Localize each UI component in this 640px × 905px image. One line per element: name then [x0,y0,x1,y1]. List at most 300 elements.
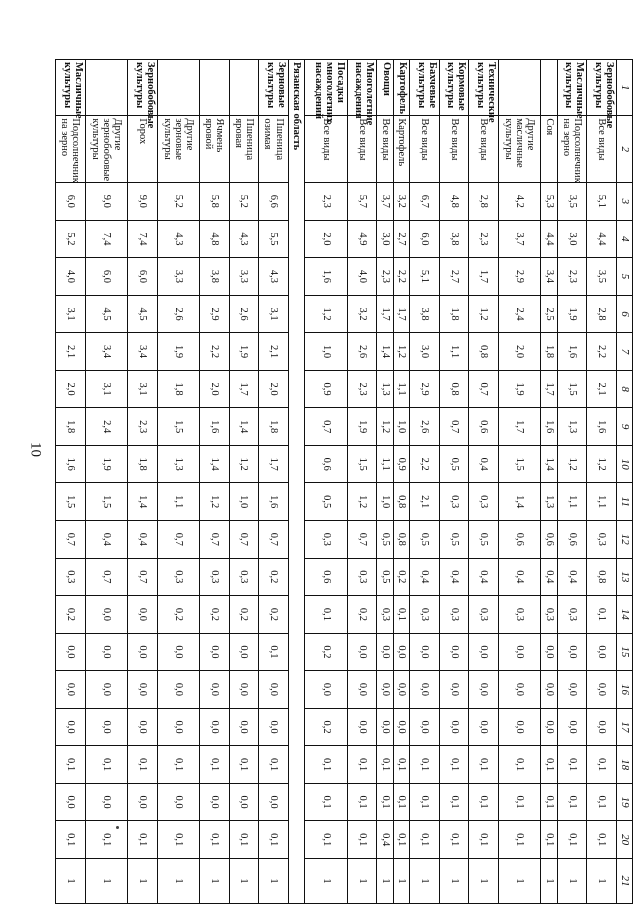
value-cell: 0,0 [128,708,158,746]
value-cell: 2,0 [259,370,289,408]
value-cell: 0,1 [305,746,348,784]
value-cell: 9,0 [85,183,128,221]
value-cell: 3,1 [128,370,158,408]
value-cell: 2,0 [56,370,86,408]
value-cell: 1,0 [393,408,410,446]
value-cell: 1 [56,858,86,903]
table-row [439,60,469,904]
value-cell: 0,0 [377,671,394,709]
value-cell: 0,1 [469,783,499,821]
type-cell: Все виды [587,116,617,183]
value-cell: 1,4 [541,445,558,483]
type-cell: Другие зернобобовые культуры [85,116,128,183]
value-cell: 3,4 [128,333,158,371]
value-cell: 0,0 [498,633,541,671]
value-cell: 0,1 [377,746,394,784]
value-cell: 4,5 [128,295,158,333]
value-cell: 1,1 [377,445,394,483]
value-cell: 0,0 [557,708,587,746]
value-cell: 0,0 [557,633,587,671]
value-cell: 0,4 [557,558,587,596]
value-cell: 0,7 [347,521,377,559]
type-cell: Горох [128,116,158,183]
value-cell: 0,0 [229,708,259,746]
value-cell: 0,1 [498,821,541,859]
value-cell: 0,1 [85,746,128,784]
value-cell: 1 [157,858,200,903]
value-cell: 0,3 [229,558,259,596]
value-cell: 3,2 [347,295,377,333]
value-cell: 0,0 [56,783,86,821]
crop-cell: Картофель [393,60,410,116]
value-cell: 1,1 [587,483,617,521]
header-row [617,60,633,904]
value-cell: 0,0 [347,633,377,671]
value-cell: 0,5 [439,521,469,559]
value-cell: 2,3 [347,370,377,408]
region-title: Рязанская область [288,60,305,904]
value-cell: 0,4 [469,558,499,596]
value-cell: 2,5 [541,295,558,333]
value-cell: 0,5 [410,521,440,559]
value-cell: 0,4 [498,558,541,596]
value-cell: 1,2 [469,295,499,333]
value-cell: 0,0 [377,708,394,746]
value-cell: 1,6 [259,483,289,521]
value-cell: 0,8 [587,558,617,596]
value-cell: 0,0 [439,633,469,671]
crop-cell: Овощи [377,60,394,116]
value-cell: 6,0 [128,258,158,296]
header-cell: 20 [617,821,633,859]
value-cell: 0,1 [557,746,587,784]
value-cell: 3,0 [557,220,587,258]
value-cell: 0,5 [305,483,348,521]
value-cell: 0,0 [557,671,587,709]
value-cell: 5,5 [259,220,289,258]
value-cell: 1,9 [229,333,259,371]
value-cell: 3,4 [85,333,128,371]
value-cell: 2,6 [347,333,377,371]
value-cell: 2,2 [410,445,440,483]
data-table [55,59,633,904]
value-cell: 0,0 [200,633,230,671]
value-cell: 0,1 [557,821,587,859]
table-row [541,60,558,904]
value-cell: 3,1 [85,370,128,408]
value-cell: 0,1 [305,821,348,859]
value-cell: 0,0 [587,633,617,671]
value-cell: 0,0 [469,633,499,671]
crop-cell: Технические культуры [469,60,499,116]
type-cell: Другие зерновые культуры [157,116,200,183]
header-cell: 15 [617,633,633,671]
value-cell: 0,0 [200,783,230,821]
value-cell: 0,5 [377,521,394,559]
value-cell: 0,0 [259,708,289,746]
value-cell: 1,2 [587,445,617,483]
value-cell: 0,1 [439,746,469,784]
value-cell: 0,1 [498,746,541,784]
value-cell: 1,6 [587,408,617,446]
value-cell: 2,9 [498,258,541,296]
value-cell: 5,2 [56,220,86,258]
value-cell: 1,5 [85,483,128,521]
value-cell: 0,1 [393,821,410,859]
value-cell: 0,0 [305,671,348,709]
value-cell: 3,5 [557,183,587,221]
value-cell: 0,0 [377,633,394,671]
type-cell: Ячмень яровой [200,116,230,183]
value-cell: 5,2 [157,183,200,221]
value-cell: 0,0 [347,671,377,709]
value-cell: 0,3 [587,521,617,559]
table-row [85,60,128,904]
value-cell: 0,9 [305,370,348,408]
value-cell: 0,4 [377,821,394,859]
value-cell: 2,1 [587,370,617,408]
value-cell: 0,0 [229,783,259,821]
crop-cell: Зернобобовые культуры [128,60,158,116]
value-cell: 1,0 [377,483,394,521]
value-cell: 1,1 [393,370,410,408]
value-cell: 0,2 [200,596,230,634]
value-cell: 1,3 [377,370,394,408]
header-cell: 14 [617,596,633,634]
value-cell: 1,1 [157,483,200,521]
value-cell: 0,0 [128,783,158,821]
value-cell: 0,4 [410,558,440,596]
value-cell: 0,0 [56,633,86,671]
header-cell: 3 [617,183,633,221]
value-cell: 0,0 [541,633,558,671]
value-cell: 1,2 [377,408,394,446]
value-cell: 1,6 [56,445,86,483]
crop-cell: Посадки многолетних насаждений [305,60,348,116]
value-cell: 0,0 [56,708,86,746]
crop-cell: Зернобобовые культуры [587,60,617,116]
value-cell: 0,2 [305,708,348,746]
value-cell: 1,6 [200,408,230,446]
value-cell: 0,6 [557,521,587,559]
value-cell: 0,7 [229,521,259,559]
value-cell: 0,1 [541,783,558,821]
crop-cell: Бахчевые культуры [410,60,440,116]
table-row [259,60,289,904]
value-cell: 0,2 [56,596,86,634]
header-cell: 21 [617,858,633,903]
value-cell: 3,1 [56,295,86,333]
value-cell: 1,9 [85,445,128,483]
value-cell: 1,2 [347,483,377,521]
header-cell: 4 [617,220,633,258]
value-cell: 0,2 [305,633,348,671]
value-cell: 6,7 [410,183,440,221]
table-row [393,60,410,904]
value-cell: 0,0 [229,671,259,709]
value-cell: 0,3 [541,596,558,634]
type-cell: Все виды [410,116,440,183]
crop-cell: Кормовые культуры [439,60,469,116]
value-cell: 0,1 [410,821,440,859]
table-row [229,60,259,904]
value-cell: 0,0 [469,671,499,709]
value-cell: 1,3 [557,408,587,446]
value-cell: 1,8 [259,408,289,446]
value-cell: 0,1 [587,821,617,859]
value-cell: 5,1 [587,183,617,221]
value-cell: 1,3 [157,445,200,483]
crop-cell: Масличные культуры [557,60,587,116]
value-cell: 1,6 [305,258,348,296]
header-cell: 1 [617,60,633,116]
crop-cell [229,60,259,116]
value-cell: 1,8 [541,333,558,371]
value-cell: 0,1 [229,821,259,859]
value-cell: 0,4 [85,521,128,559]
crop-cell: Масличные культуры [56,60,86,116]
value-cell: 1,7 [377,295,394,333]
value-cell: 1 [469,858,499,903]
header-cell: 11 [617,483,633,521]
value-cell: 0,7 [305,408,348,446]
value-cell: 0,0 [200,708,230,746]
value-cell: 0,4 [469,445,499,483]
value-cell: 2,2 [393,258,410,296]
value-cell: 1 [439,858,469,903]
value-cell: 2,2 [587,333,617,371]
value-cell: 2,3 [305,183,348,221]
value-cell: 0,0 [85,671,128,709]
value-cell: 3,5 [587,258,617,296]
value-cell: 3,7 [498,220,541,258]
value-cell: 2,6 [229,295,259,333]
value-cell: 0,1 [305,783,348,821]
value-cell: 3,3 [229,258,259,296]
value-cell: 1,8 [439,295,469,333]
value-cell: 0,1 [200,821,230,859]
table-row [410,60,440,904]
value-cell: 1,1 [557,483,587,521]
value-cell: 0,0 [439,671,469,709]
value-cell: 0,1 [85,821,128,859]
value-cell: 0,6 [469,408,499,446]
value-cell: 2,4 [85,408,128,446]
value-cell: 0,3 [469,596,499,634]
value-cell: 1,0 [305,333,348,371]
value-cell: 0,0 [128,596,158,634]
value-cell: 0,3 [377,596,394,634]
value-cell: 1,8 [128,445,158,483]
value-cell: 0,1 [347,783,377,821]
value-cell: 4,0 [56,258,86,296]
value-cell: 0,0 [347,708,377,746]
type-cell: Пшеница озимая [259,116,289,183]
value-cell: 1 [128,858,158,903]
value-cell: 0,1 [377,783,394,821]
value-cell: 0,1 [587,596,617,634]
value-cell: 4,3 [259,258,289,296]
value-cell: 1,4 [498,483,541,521]
value-cell: 0,0 [587,671,617,709]
crop-cell [85,60,128,116]
value-cell: 7,4 [85,220,128,258]
value-cell: 4,5 [85,295,128,333]
value-cell: 2,3 [557,258,587,296]
value-cell: 0,3 [439,596,469,634]
value-cell: 1 [541,858,558,903]
value-cell: 6,0 [56,183,86,221]
value-cell: 2,1 [259,333,289,371]
type-cell: Все виды [439,116,469,183]
value-cell: 4,4 [587,220,617,258]
region-row [288,60,305,904]
value-cell: 0,1 [393,596,410,634]
table-row [557,60,587,904]
value-cell: 3,7 [377,183,394,221]
value-cell: 0,6 [305,558,348,596]
value-cell: 0,7 [85,558,128,596]
value-cell: 2,4 [498,295,541,333]
value-cell: 0,0 [498,671,541,709]
value-cell: 0,1 [157,746,200,784]
value-cell: 1,8 [157,370,200,408]
value-cell: 6,6 [259,183,289,221]
value-cell: 1 [557,858,587,903]
scan-dot [116,826,119,829]
value-cell: 0,8 [393,483,410,521]
value-cell: 1,2 [393,333,410,371]
crop-cell [200,60,230,116]
value-cell: 0,0 [259,783,289,821]
type-cell: Подсолнечник на зерно [557,116,587,183]
value-cell: 0,8 [393,521,410,559]
value-cell: 4,4 [541,220,558,258]
value-cell: 2,0 [200,370,230,408]
value-cell: 2,9 [410,370,440,408]
value-cell: 0,1 [347,821,377,859]
value-cell: 2,3 [469,220,499,258]
value-cell: 0,1 [439,821,469,859]
value-cell: 5,2 [229,183,259,221]
value-cell: 0,1 [56,746,86,784]
crop-cell: Зерновые культуры [259,60,289,116]
value-cell: 0,3 [200,558,230,596]
value-cell: 3,3 [157,258,200,296]
value-cell: 0,0 [85,708,128,746]
header-cell: 16 [617,671,633,709]
value-cell: 0,6 [498,521,541,559]
value-cell: 4,2 [498,183,541,221]
value-cell: 1,7 [469,258,499,296]
value-cell: 3,8 [439,220,469,258]
value-cell: 0,6 [305,445,348,483]
value-cell: 0,0 [128,633,158,671]
table-row [347,60,377,904]
value-cell: 0,0 [410,708,440,746]
header-cell: 5 [617,258,633,296]
value-cell: 0,3 [56,558,86,596]
value-cell: 1,5 [157,408,200,446]
value-cell: 0,0 [56,671,86,709]
value-cell: 1,7 [229,370,259,408]
header-cell: 18 [617,746,633,784]
value-cell: 0,0 [393,708,410,746]
value-cell: 0,0 [229,633,259,671]
value-cell: 4,3 [229,220,259,258]
value-cell: 0,8 [439,370,469,408]
value-cell: 1,6 [541,408,558,446]
value-cell: 2,0 [498,333,541,371]
value-cell: 0,0 [157,671,200,709]
value-cell: 1,1 [439,333,469,371]
value-cell: 0,2 [157,596,200,634]
header-cell: 6 [617,295,633,333]
value-cell: 4,8 [439,183,469,221]
value-cell: 0,0 [541,708,558,746]
value-cell: 5,3 [541,183,558,221]
value-cell: 1,5 [56,483,86,521]
value-cell: 3,2 [393,183,410,221]
value-cell: 5,7 [347,183,377,221]
value-cell: 1,9 [498,370,541,408]
value-cell: 0,1 [305,596,348,634]
value-cell: 2,7 [393,220,410,258]
value-cell: 1,7 [393,295,410,333]
value-cell: 0,0 [259,671,289,709]
value-cell: 1,9 [157,333,200,371]
value-cell: 1,2 [229,445,259,483]
value-cell: 6,0 [85,258,128,296]
value-cell: 0,1 [587,746,617,784]
value-cell: 0,1 [393,746,410,784]
value-cell: 0,0 [587,708,617,746]
value-cell: 0,0 [200,671,230,709]
value-cell: 0,3 [410,596,440,634]
header-cell: 8 [617,370,633,408]
value-cell: 0,0 [541,671,558,709]
type-cell: Все виды [469,116,499,183]
value-cell: 1 [498,858,541,903]
value-cell: 1,4 [128,483,158,521]
crop-cell [498,60,541,116]
value-cell: 0,0 [157,708,200,746]
value-cell: 1,5 [498,445,541,483]
crop-cell: Многолетние насаждения [347,60,377,116]
value-cell: 0,0 [469,708,499,746]
value-cell: 2,1 [410,483,440,521]
value-cell: 0,0 [410,633,440,671]
value-cell: 0,0 [410,671,440,709]
value-cell: 0,3 [439,483,469,521]
header-cell: 7 [617,333,633,371]
header-cell: 2 [617,116,633,183]
value-cell: 0,0 [393,671,410,709]
type-cell: Картофель [393,116,410,183]
value-cell: 0,1 [347,746,377,784]
value-cell: 0,1 [541,746,558,784]
value-cell: 0,7 [469,370,499,408]
value-cell: 9,0 [128,183,158,221]
header-cell: 9 [617,408,633,446]
value-cell: 2,6 [410,408,440,446]
value-cell: 1,2 [200,483,230,521]
value-cell: 0,3 [469,483,499,521]
value-cell: 0,2 [347,596,377,634]
value-cell: 0,5 [469,521,499,559]
value-cell: 1,7 [259,445,289,483]
value-cell: 0,0 [128,671,158,709]
